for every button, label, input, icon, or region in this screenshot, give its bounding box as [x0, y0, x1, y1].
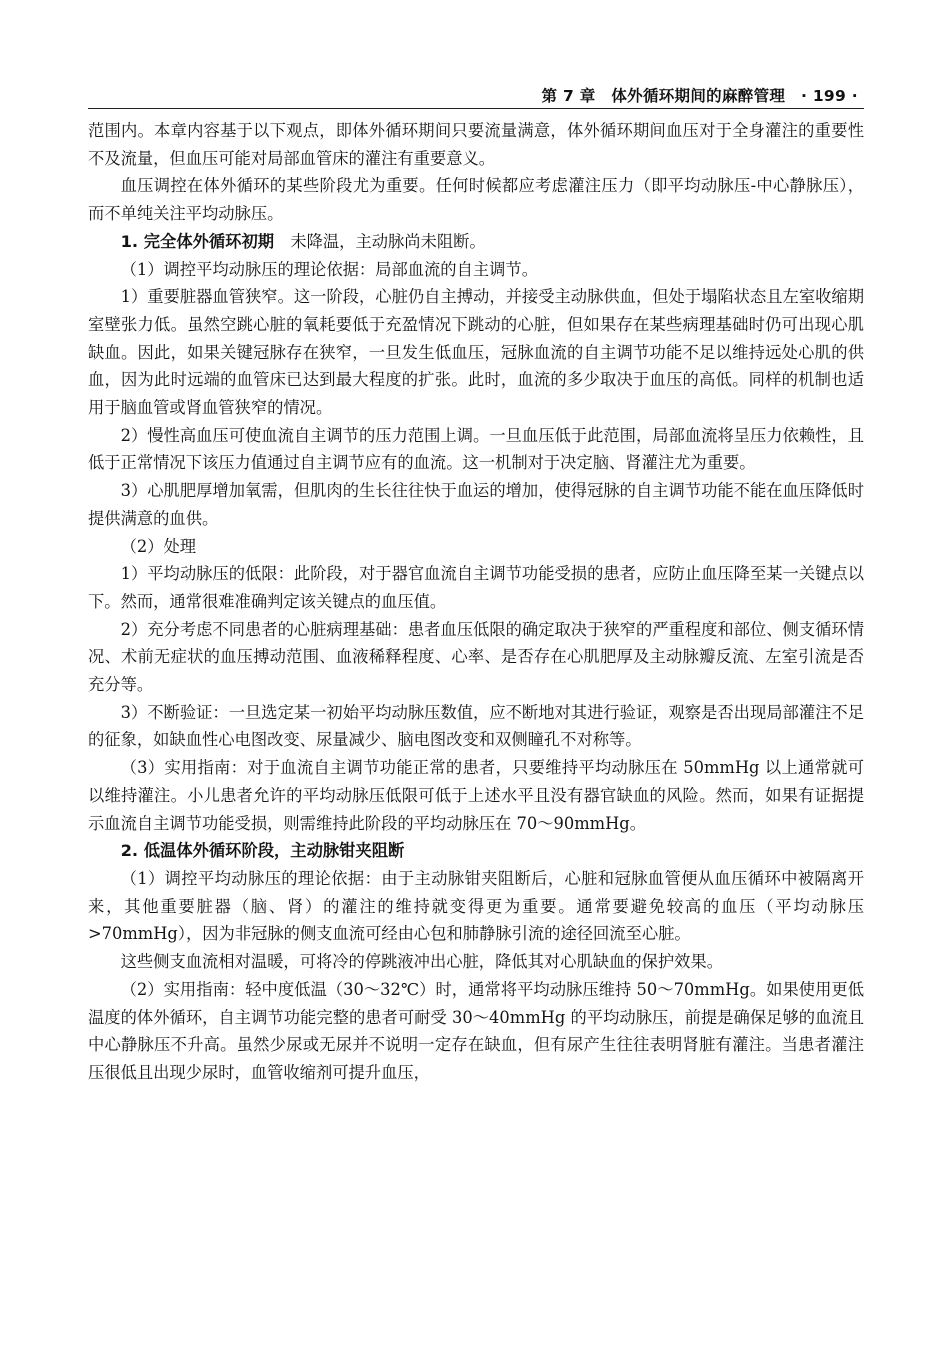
paragraph-continuation: 范围内。本章内容基于以下观点，即体外循环期间只要流量满意，体外循环期间血压对于全身灌注的重要性不及流量，但血压可能对局部血管床的灌注有重要意义。	[88, 121, 864, 168]
paragraph-2-2: （2）实用指南：轻中度低温（30～32℃）时，通常将平均动脉压维持 50～70mmHg。如果使用更低温度的体外循环，自主调节功能完整的患者可耐受 30～40mmHg 的平均动脉压，前提是确保足够的血流且中心静脉压不升高。虽然少尿或无尿并不说明一定存在缺血，但有尿产生往往表明肾脏有灌注。当患者灌注压很低且出现少尿时，血管收缩剂可提升血压，	[88, 979, 864, 1082]
section-1-heading-line	[88, 228, 864, 256]
running-header: 第 7 章 体外循环期间的麻醉管理 · 199 ·	[541, 87, 858, 105]
paragraph-1-1: （1）调控平均动脉压的理论依据：局部血流的自主调节。	[120, 259, 538, 279]
paragraph-1-2-3: 3）不断验证：一旦选定某一初始平均动脉压数值，应不断地对其进行验证，观察是否出现局部灌注不足的征象，如缺血性心电图改变、尿量减少、脑电图改变和双侧瞳孔不对称等。	[88, 702, 864, 750]
section-2-heading: 2. 低温体外循环阶段，主动脉钳夹阻断	[120, 841, 405, 861]
paragraph-1-2-2: 2）充分考虑不同患者的心脏病理基础：患者血压低限的确定取决于狭窄的严重程度和部位、侧支循环情况、术前无症状的血压搏动范围、血液稀释程度、心率、是否存在心肌肥厚及主动脉瓣反流、左室引流是否充分等。	[88, 619, 864, 695]
paragraph-1-2: （2）处理	[120, 536, 197, 556]
paragraph-2-1-note: 这些侧支血流相对温暖，可将冷的停跳液冲出心脏，降低其对心肌缺血的保护效果。	[120, 952, 724, 972]
page-body	[88, 117, 864, 1087]
paragraph-1-1-3: 3）心肌肥厚增加氧需，但肌肉的生长往往快于血运的增加，使得冠脉的自主调节功能不能在血压降低时提供满意的血供。	[88, 481, 864, 528]
paragraph-1-3: （3）实用指南：对于血流自主调节功能正常的患者，只要维持平均动脉压在 50mmHg 以上通常就可以维持灌注。小儿患者允许的平均动脉压低限可低于上述水平且没有器官缺血的风险。然而，如果有证据提示血流自主调节功能受损，则需维持此阶段的平均动脉压在 70～90mmHg。	[88, 758, 864, 833]
paragraph-2-1: （1）调控平均动脉压的理论依据：由于主动脉钳夹阻断后，心脏和冠脉血管便从血压循环中被隔离开来，其他重要脏器（脑、肾）的灌注的维持就变得更为重要。通常要避免较高的血压（平均动脉压>70mmHg），因为非冠脉的侧支血流可经由心包和肺静脉引流的途径回流至心脏。	[88, 868, 864, 944]
header-rule	[88, 108, 864, 109]
paragraph-1-1-1: 1）重要脏器血管狭窄。这一阶段，心脏仍自主搏动，并接受主动脉供血，但处于塌陷状态且左室收缩期室壁张力低。虽然空跳心脏的氧耗要低于充盈情况下跳动的心脏，但如果存在某些病理基础时仍可出现心肌缺血。因此，如果关键冠脉存在狭窄，一旦发生低血压，冠脉血流的自主调节功能不足以维持远处心肌的供血，因为此时远端的血管床已达到最大程度的扩张。此时，血流的多少取决于血压的高低。同样的机制也适用于脑血管或肾血管狭窄的情况。	[88, 287, 864, 418]
paragraph-blood-pressure-control: 血压调控在体外循环的某些阶段尤为重要。任何时候都应考虑灌注压力（即平均动脉压-中心静脉压），而不单纯关注平均动脉压。	[88, 176, 864, 224]
section-1-heading: 1. 完全体外循环初期	[120, 231, 275, 251]
paragraph-1-1-2: 2）慢性高血压可使血流自主调节的压力范围上调。一旦血压低于此范围，局部血流将呈压力依赖性，且低于正常情况下该压力值通过自主调节应有的血流。这一机制对于决定脑、肾灌注尤为重要。	[88, 425, 864, 473]
paragraph-1-2-1: 1）平均动脉压的低限：此阶段，对于器官血流自主调节功能受损的患者，应防止血压降至某一关键点以下。然而，通常很难准确判定该关键点的血压值。	[88, 564, 864, 611]
section-1-subtitle: 未降温，主动脉尚未阻断。	[290, 231, 486, 251]
